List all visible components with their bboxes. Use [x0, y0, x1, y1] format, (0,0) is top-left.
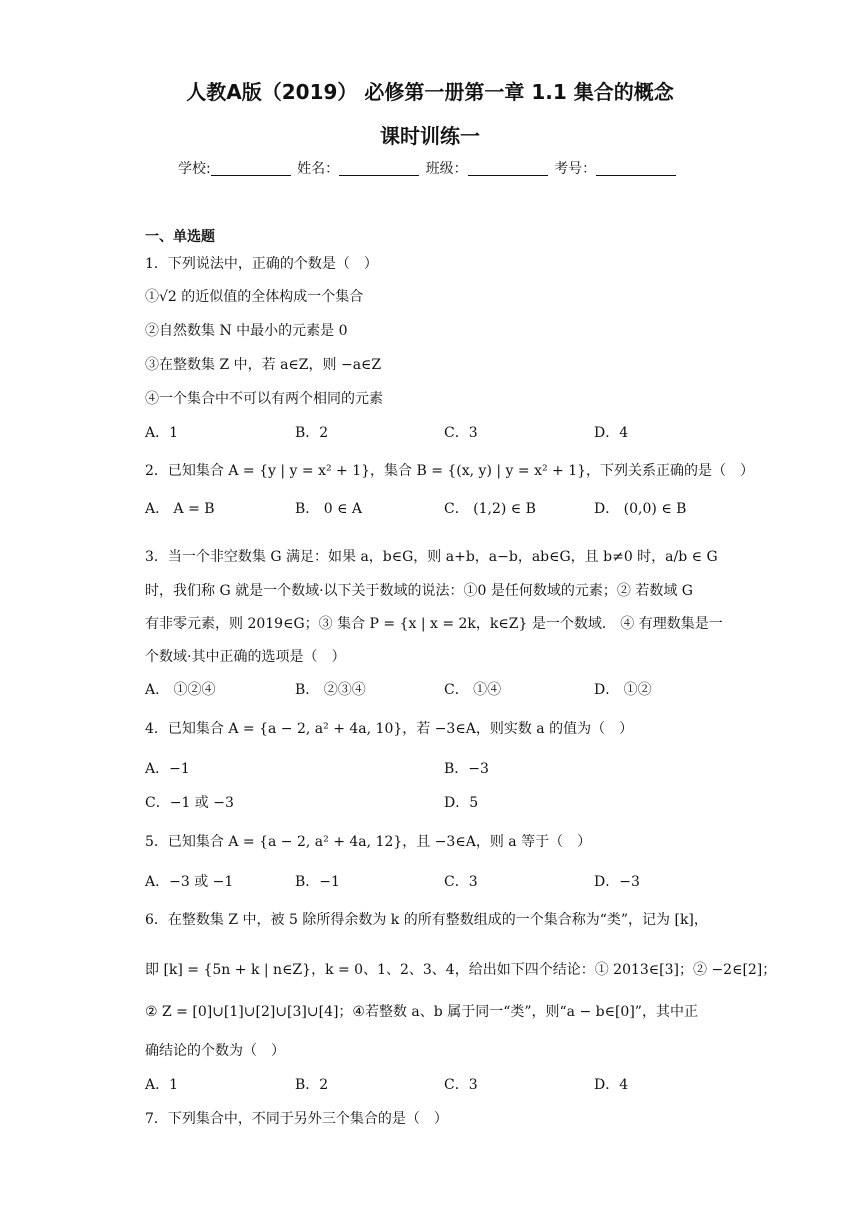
q2-option-d[interactable]: D． (0,0) ∈ B	[594, 501, 687, 517]
q3-option-c[interactable]: C． ①④	[444, 682, 502, 698]
q5-option-a[interactable]: A．−3 或 −1	[145, 874, 234, 890]
q6-line-2: 即 [k] = {5n + k | n∈Z}，k = 0、1、2、3、4，给出如下四个结论：① 2013∈[3]；② −2∈[2]；	[145, 962, 777, 978]
q3-line-2: 时，我们称 G 就是一个数域·以下关于数域的说法：①0 是任何数域的元素；② 若数域 G	[145, 583, 693, 599]
q5-stem: 5．已知集合 A = {a − 2, a² + 4a, 12}，且 −3∈A，则 a 等于（ ）	[145, 834, 592, 850]
name-blank[interactable]	[339, 161, 419, 176]
document-title: 人教A版（2019） 必修第一册第一章 1.1 集合的概念	[186, 80, 674, 104]
q6-line-1: 6．在整数集 Z 中，被 5 除所得余数为 k 的所有整数组成的一个集合称为“类”，记为 [k]，	[145, 912, 708, 928]
class-label: 班级：	[425, 161, 468, 177]
q3-line-4: 个数域·其中正确的选项是（ ）	[145, 649, 346, 665]
class-blank[interactable]	[468, 161, 548, 176]
q3-line-3: 有非零元素，则 2019∈G；③ 集合 P = {x | x = 2k，k∈Z} 是一个数域． ④ 有理数集是一	[145, 616, 723, 632]
q3-option-d[interactable]: D． ①②	[594, 682, 652, 698]
q3-option-a[interactable]: A． ①②④	[145, 682, 216, 698]
school-blank[interactable]	[211, 161, 291, 176]
q7-stem: 7．下列集合中，不同于另外三个集合的是（ ）	[145, 1111, 448, 1127]
q1-option-c[interactable]: C．3	[444, 425, 478, 441]
q5-option-d[interactable]: D．−3	[594, 874, 640, 890]
q1-item-3: ③在整数集 Z 中，若 a∈Z，则 −a∈Z	[145, 357, 382, 373]
exam-number-label: 考号：	[554, 161, 597, 177]
q4-option-c[interactable]: C．−1 或 −3	[145, 795, 234, 811]
school-label: 学校:	[178, 161, 211, 177]
q5-option-c[interactable]: C．3	[444, 874, 478, 890]
q1-item-1: ①√2 的近似值的全体构成一个集合	[145, 289, 364, 305]
q5-option-b[interactable]: B．−1	[295, 874, 340, 890]
q1-stem: 1．下列说法中，正确的个数是（ ）	[145, 256, 378, 272]
q6-option-d[interactable]: D．4	[594, 1077, 629, 1093]
q6-line-4: 确结论的个数为（ ）	[145, 1043, 285, 1059]
q4-option-a[interactable]: A．−1	[145, 761, 190, 777]
q4-stem: 4．已知集合 A = {a − 2, a² + 4a, 10}，若 −3∈A，则实数 a 的值为（ ）	[145, 721, 634, 737]
q1-item-2: ②自然数集 N 中最小的元素是 0	[145, 323, 348, 339]
q3-option-b[interactable]: B． ②③④	[295, 682, 366, 698]
exam-number-blank[interactable]	[596, 161, 676, 176]
q2-stem: 2．已知集合 A = {y | y = x² + 1}，集合 B = {(x, y) | y = x² + 1}，下列关系正确的是（ ）	[145, 463, 755, 479]
q6-line-3: ② Z = [0]∪[1]∪[2]∪[3]∪[4]；④若整数 a、b 属于同一“类”，则“a − b∈[0]”，其中正	[145, 1004, 698, 1020]
q6-option-c[interactable]: C．3	[444, 1077, 478, 1093]
q2-option-b[interactable]: B． 0 ∈ A	[295, 501, 363, 517]
student-info-row	[178, 158, 678, 178]
q3-line-1: 3．当一个非空数集 G 满足：如果 a，b∈G，则 a+b，a−b，ab∈G，且 b≠0 时，a/b ∈ G	[145, 549, 718, 565]
q1-item-4: ④一个集合中不可以有两个相同的元素	[145, 391, 383, 407]
q1-option-a[interactable]: A．1	[145, 425, 179, 441]
q4-option-b[interactable]: B．−3	[444, 761, 489, 777]
q6-option-a[interactable]: A．1	[145, 1077, 179, 1093]
q2-option-a[interactable]: A． A = B	[145, 501, 215, 517]
q1-option-d[interactable]: D．4	[594, 425, 629, 441]
q2-option-c[interactable]: C． (1,2) ∈ B	[444, 501, 536, 517]
document-subtitle: 课时训练一	[380, 124, 480, 148]
q1-option-b[interactable]: B．2	[295, 425, 329, 441]
section-heading: 一、单选题	[145, 229, 215, 245]
name-label: 姓名：	[297, 161, 340, 177]
q6-option-b[interactable]: B．2	[295, 1077, 329, 1093]
q4-option-d[interactable]: D．5	[444, 795, 479, 811]
